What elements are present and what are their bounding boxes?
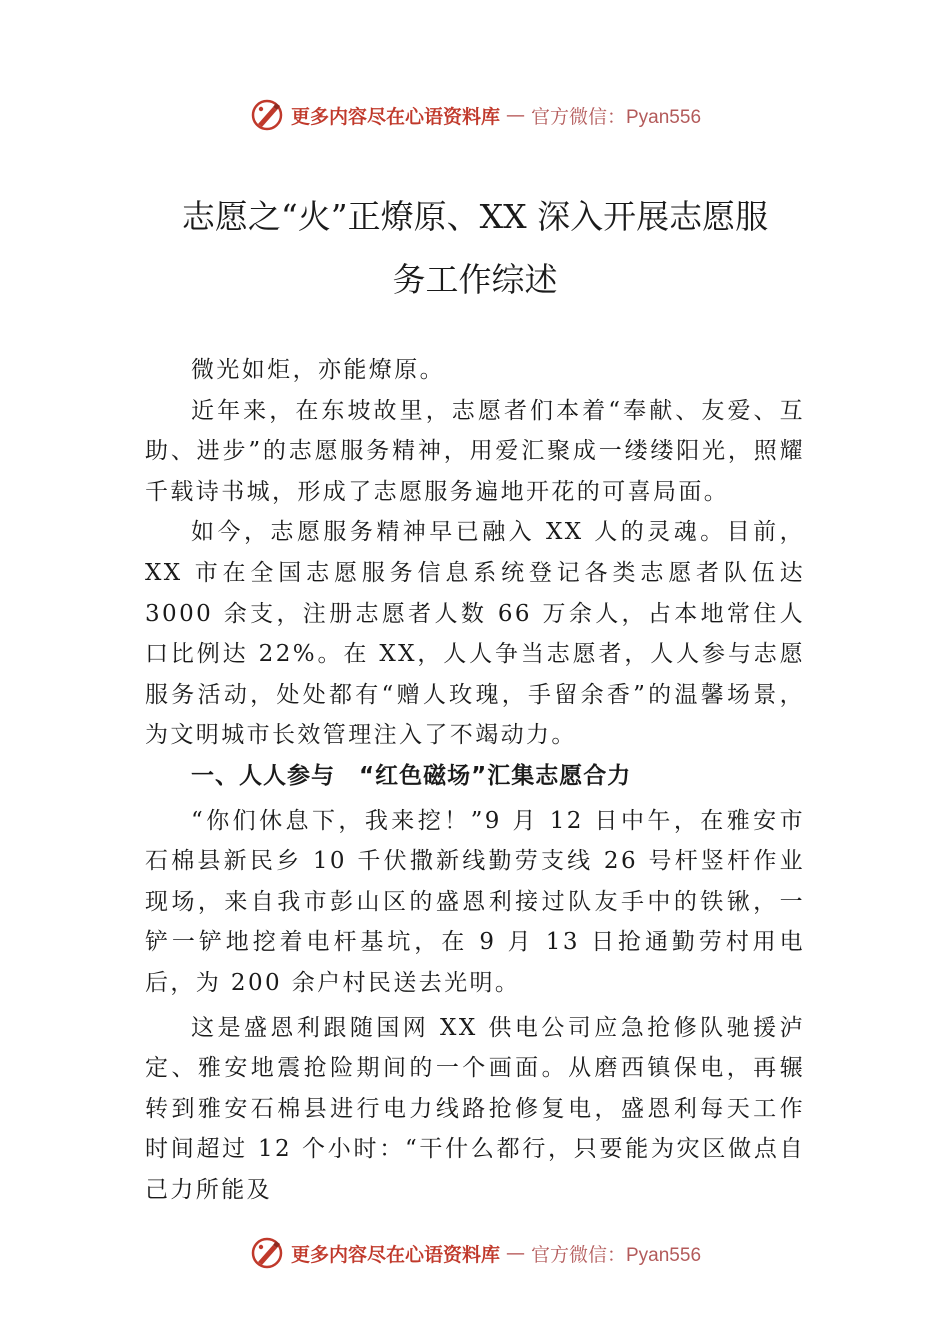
watermark-contact-id: Pyan556 [626, 1244, 702, 1266]
watermark-contact-id: Pyan556 [626, 106, 702, 128]
watermark-footer [0, 1233, 950, 1273]
body-paragraph-5: 这是盛恩利跟随国网 XX 供电公司应急抢修队驰援泸定、雅安地震抢险期间的一个画面。从磨西镇保电，再辗转到雅安石棉县进行电力线路抢修复电，盛恩利每天工作时间超过 12 个小时：“干什么都行，只要能为灾区做点自己力所能及 [145, 1014, 805, 1203]
watermark-dash: — [505, 1242, 525, 1264]
pen-logo-icon [249, 1235, 285, 1271]
document-title-line-1: 志愿之“火”正燎原、XX 深入开展志愿服 [181, 197, 769, 236]
watermark-dash: — [505, 104, 525, 126]
watermark-brand-text: 更多内容尽在心语资料库 [290, 105, 500, 128]
pen-logo-icon [249, 97, 285, 133]
watermark-contact [531, 102, 701, 129]
document-title [145, 185, 805, 311]
watermark-contact-label: 官方微信： [530, 1243, 626, 1266]
watermark-brand-text: 更多内容尽在心语资料库 [290, 1243, 500, 1266]
watermark-contact-label: 官方微信： [530, 105, 626, 128]
section-heading-1: 一、人人参与 “红色磁场”汇集志愿合力 [191, 762, 632, 789]
body-paragraph-4: “你们休息下，我来挖！”9 月 12 日中午，在雅安市石棉县新民乡 10 千伏撒新线勤劳支线 26 号杆竖杆作业现场，来自我市彭山区的盛恩利接过队友手中的铁锹，一铲一铲地挖着电杆基坑，在 9 月 13 日抢通勤劳村用电后，为 200 余户村民送去光明。 [145, 807, 805, 996]
watermark-header [0, 95, 950, 135]
document-body [145, 350, 805, 1210]
body-paragraph-3: 如今，志愿服务精神早已融入 XX 人的灵魂。目前，XX 市在全国志愿服务信息系统登记各类志愿者队伍达 3000 余支，注册志愿者人数 66 万余人，占本地常住人口比例达 22%。在 XX，人人争当志愿者，人人参与志愿服务活动，处处都有“赠人玫瑰，手留余香”的温馨场景，为文明城市长效管理注入了不竭动力。 [145, 519, 805, 749]
body-paragraph-1: 微光如炬，亦能燎原。 [191, 357, 445, 383]
body-paragraph-2: 近年来，在东坡故里，志愿者们本着“奉献、友爱、互助、进步”的志愿服务精神，用爱汇聚成一缕缕阳光，照耀千载诗书城，形成了志愿服务遍地开花的可喜局面。 [145, 397, 805, 505]
watermark-contact [531, 1240, 701, 1267]
document-title-line-2: 务工作综述 [392, 260, 558, 299]
